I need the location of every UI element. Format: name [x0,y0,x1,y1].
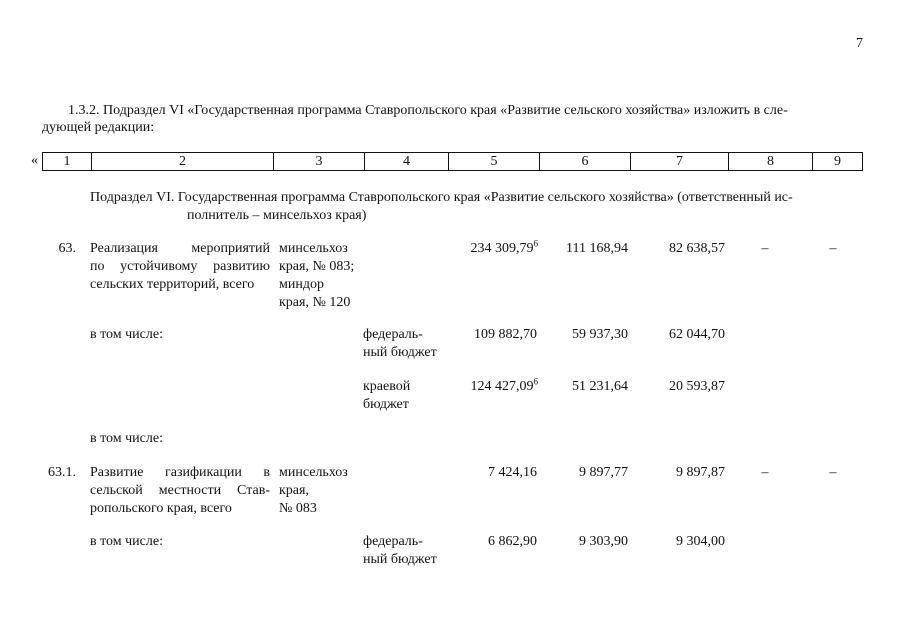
measure-name: Реализация мероприятий по устойчивому развитию сельских территорий, всего [90,241,270,292]
value-col-6: 9 897,77 [579,465,628,480]
table-open-quote: « [31,153,38,168]
column-header-3: 3 [273,153,364,170]
value-col-6: 51 231,64 [572,379,628,394]
value-col-9: – [829,465,837,480]
column-header-7: 7 [630,153,728,170]
value-col-8: – [761,465,769,480]
value-col-5: 109 882,70 [474,327,537,342]
intro-line-2: дующей редакции: [42,120,155,135]
column-header-2: 2 [91,153,273,170]
value-col-7: 20 593,87 [669,379,725,394]
column-header-9: 9 [812,153,862,170]
intro-line-1: 1.3.2. Подраздел VI «Государственная программа Ставропольского края «Развитие сельского хозяйства» изложить в сле- [68,103,788,118]
footnote-mark: 6 [533,238,538,249]
executor: минсельхоз края, № 083; миндор края, № 120 [279,241,355,310]
measure-name: Развитие газификации в сельской местности Став- ропольского края, всего [90,465,270,516]
funding-source: федераль- ный бюджет [363,327,437,360]
executor: минсельхоз края, № 083 [279,465,348,516]
column-header-8: 8 [728,153,812,170]
including-label: в том числе: [90,431,163,446]
value-col-9: – [829,241,837,256]
column-header-1: 1 [63,154,71,169]
footnote-mark: 6 [533,376,538,387]
value-col-7: 9 897,87 [676,465,725,480]
value-col-8: – [761,241,769,256]
column-header-6: 6 [539,153,630,170]
value-col-5: 7 424,16 [488,465,537,480]
row-number: 63.1. [48,465,76,480]
value-col-7: 62 044,70 [669,327,725,342]
funding-source: федераль- ный бюджет [363,534,437,567]
including-label: в том числе: [90,327,163,342]
value-col-7: 9 304,00 [676,534,725,549]
row-number: 63. [58,241,76,256]
column-header-row [42,152,863,171]
value-col-5: 6 862,90 [488,534,537,549]
column-header-5: 5 [448,153,539,170]
column-header-4: 4 [364,153,448,170]
value-col-6: 59 937,30 [572,327,628,342]
subsection-title-line-2: полнитель – минсельхоз края) [187,208,367,223]
value-col-6: 9 303,90 [579,534,628,549]
page-number: 7 [856,36,863,51]
value-col-7: 82 638,57 [669,241,725,256]
value-col-5: 234 309,79$^6$ [470,238,538,256]
funding-source: краевой бюджет [363,379,411,412]
value-col-6: 111 168,94 [566,241,628,256]
subsection-title-line-1: Подраздел VI. Государственная программа Ставропольского края «Развитие сельского хозяйства» (ответственный ис- [90,190,793,205]
including-label: в том числе: [90,534,163,549]
value-col-5: 124 427,09$^6$ [470,376,538,394]
